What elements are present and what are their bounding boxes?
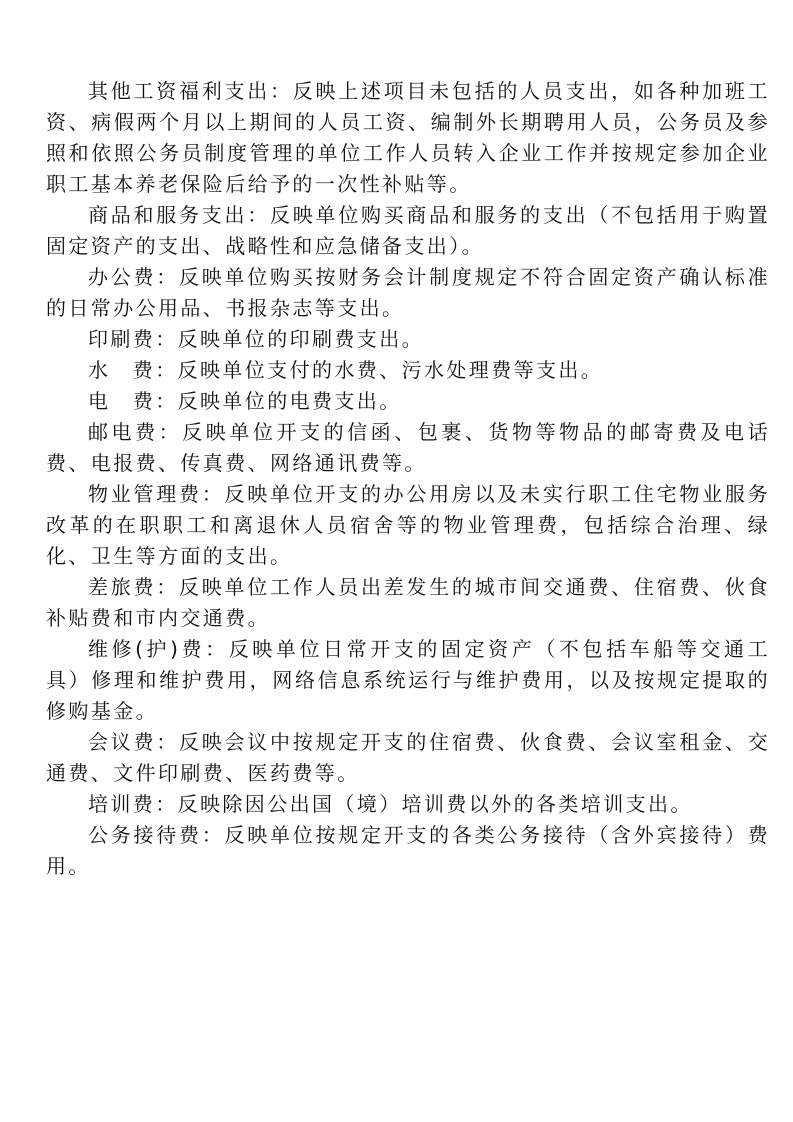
- paragraph-other-welfare-expenses: 其他工资福利支出：反映上述项目未包括的人员支出，如各种加班工资、病假两个月以上期间的人员工资、编制外长期聘用人员，公务员及参照和依照公务员制度管理的单位工作人员转入企业工作并按规定参加企业职工基本养老保险后给予的一次性补贴等。: [46, 79, 770, 196]
- paragraph-meeting-expenses: 会议费：反映会议中按规定开支的住宿费、伙食费、会议室租金、交通费、文件印刷费、医药费等。: [46, 730, 770, 785]
- paragraph-travel-expenses: 差旅费：反映单位工作人员出差发生的城市间交通费、住宿费、伙食补贴费和市内交通费。: [46, 575, 770, 630]
- paragraph-electricity-expenses: 电 费：反映单位的电费支出。: [88, 389, 402, 413]
- paragraph-printing-expenses: 印刷费：反映单位的印刷费支出。: [88, 327, 424, 351]
- paragraph-goods-and-services: 商品和服务支出：反映单位购买商品和服务的支出（不包括用于购置固定资产的支出、战略性和应急储备支出）。: [46, 203, 770, 258]
- paragraph-training-expenses: 培训费：反映除因公出国（境）培训费以外的各类培训支出。: [88, 792, 693, 816]
- paragraph-maintenance-expenses: 维修(护)费：反映单位日常开支的固定资产（不包括车船等交通工具）修理和维护费用，网络信息系统运行与维护费用，以及按规定提取的修购基金。: [46, 637, 770, 723]
- paragraph-postal-telecom-expenses: 邮电费：反映单位开支的信函、包裹、货物等物品的邮寄费及电话费、电报费、传真费、网络通讯费等。: [46, 420, 770, 475]
- paragraph-office-expenses: 办公费：反映单位购买按财务会计制度规定不符合固定资产确认标准的日常办公用品、书报杂志等支出。: [46, 265, 770, 320]
- paragraph-reception-expenses: 公务接待费：反映单位按规定开支的各类公务接待（含外宾接待）费用。: [46, 823, 770, 878]
- document-body: [46, 76, 770, 882]
- paragraph-property-management: 物业管理费：反映单位开支的办公用房以及未实行职工住宅物业服务改革的在职职工和离退休人员宿舍等的物业管理费，包括综合治理、绿化、卫生等方面的支出。: [46, 482, 770, 568]
- paragraph-water-expenses: 水 费：反映单位支付的水费、污水处理费等支出。: [88, 358, 604, 382]
